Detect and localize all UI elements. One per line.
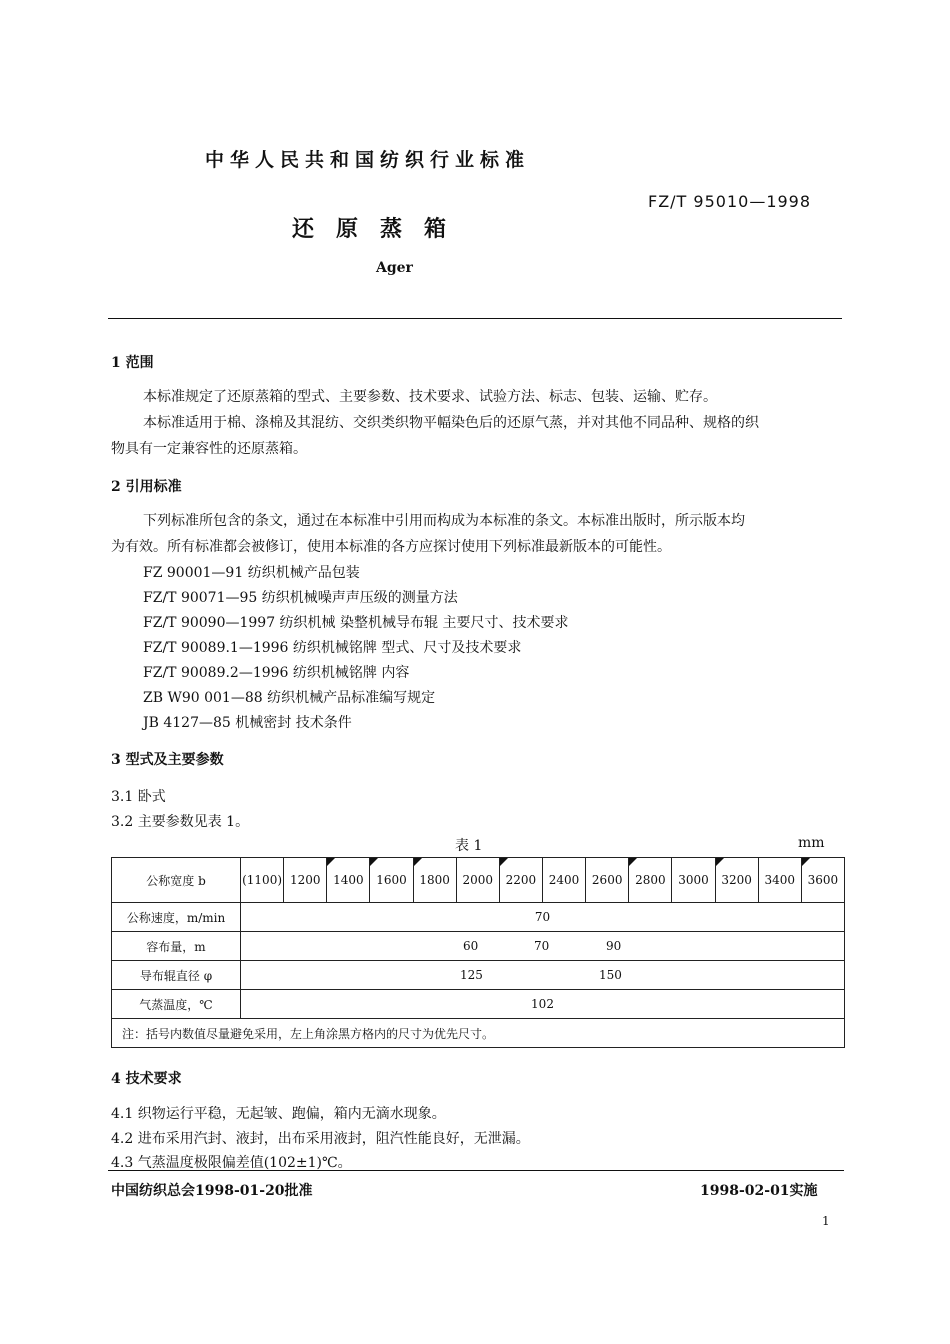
temperature-value: 102 xyxy=(241,990,845,1019)
speed-value: 70 xyxy=(241,903,845,932)
capacity-value: 90 xyxy=(606,939,622,953)
roller-value: 150 xyxy=(599,968,622,982)
width-cell: (1100) xyxy=(241,858,284,903)
section-1-para-2a: 本标准适用于棉、涤棉及其混纺、交织类织物平幅染色后的还原气蒸，并对其他不同品种、规格的织 xyxy=(143,415,759,431)
table-row xyxy=(112,858,845,903)
width-cell: 1200 xyxy=(284,858,327,903)
capacity-value: 70 xyxy=(534,939,550,953)
table-row xyxy=(112,1019,845,1048)
width-cell: 3400 xyxy=(758,858,801,903)
section-2-heading: 2 引用标准 xyxy=(111,479,182,495)
temperature-label: 气蒸温度，℃ xyxy=(112,990,241,1019)
width-cell: 2000 xyxy=(456,858,499,903)
approval-line: 中国纺织总会1998-01-20批准 xyxy=(111,1183,313,1199)
roller-values-cell xyxy=(241,961,845,990)
width-cell-preferred: 1800 xyxy=(413,858,456,903)
width-cell-preferred: 1600 xyxy=(370,858,413,903)
section-2-para-1b: 为有效。所有标准都会被修订，使用本标准的各方应探讨使用下列标准最新版本的可能性。 xyxy=(111,539,671,555)
width-cell: 3000 xyxy=(672,858,715,903)
width-cell-preferred: 2800 xyxy=(629,858,672,903)
implementation-line: 1998-02-01实施 xyxy=(700,1183,818,1199)
footer-rule xyxy=(108,1170,844,1171)
section-1-para-2b: 物具有一定兼容性的还原蒸箱。 xyxy=(111,441,307,457)
title-rule xyxy=(108,318,842,319)
width-cell-preferred: 3600 xyxy=(801,858,844,903)
roller-value: 125 xyxy=(460,968,483,982)
width-label: 公称宽度 b xyxy=(112,858,241,903)
table-row xyxy=(112,990,845,1019)
section-1-para-1: 本标准规定了还原蒸箱的型式、主要参数、技术要求、试验方法、标志、包装、运输、贮存。 xyxy=(143,389,717,405)
width-cell-preferred: 3200 xyxy=(715,858,758,903)
table-note: 注：括号内数值尽量避免采用，左上角涂黑方格内的尺寸为优先尺寸。 xyxy=(112,1019,845,1048)
reference-item: FZ 90001—91 纺织机械产品包装 xyxy=(143,565,360,581)
capacity-values-cell xyxy=(241,932,845,961)
org-header: 中华人民共和国纺织行业标准 xyxy=(205,149,531,171)
section-2-para-1a: 下列标准所包含的条文，通过在本标准中引用而构成为本标准的条文。本标准出版时，所示版本均 xyxy=(143,513,745,529)
width-cell: 2400 xyxy=(542,858,585,903)
document-title: 还原蒸箱 xyxy=(292,216,469,242)
reference-item: FZ/T 90071—95 纺织机械噪声声压级的测量方法 xyxy=(143,590,458,606)
page-number: 1 xyxy=(822,1214,830,1228)
standard-number: FZ/T 95010—1998 xyxy=(648,192,812,211)
reference-item: FZ/T 90089.2—1996 纺织机械铭牌 内容 xyxy=(143,665,410,681)
section-3-heading: 3 型式及主要参数 xyxy=(111,752,224,768)
speed-label: 公称速度，m/min xyxy=(112,903,241,932)
reference-item: ZB W90 001—88 纺织机械产品标准编写规定 xyxy=(143,690,436,706)
table-row xyxy=(112,932,845,961)
section-4-heading: 4 技术要求 xyxy=(111,1071,182,1087)
parameters-table xyxy=(111,857,845,1048)
requirement-4-2: 4.2 进布采用汽封、液封，出布采用液封，阻汽性能良好，无泄漏。 xyxy=(111,1131,530,1147)
english-title: Ager xyxy=(376,260,413,276)
table-unit: mm xyxy=(798,835,825,851)
requirement-4-3: 4.3 气蒸温度极限偏差值(102±1)℃。 xyxy=(111,1155,352,1171)
section-1-heading: 1 范围 xyxy=(111,355,154,371)
table-row xyxy=(112,961,845,990)
capacity-value: 60 xyxy=(463,939,479,953)
table-row xyxy=(112,903,845,932)
roller-label: 导布辊直径 φ xyxy=(112,961,241,990)
capacity-label: 容布量，m xyxy=(112,932,241,961)
section-3-2: 3.2 主要参数见表 1。 xyxy=(111,814,250,830)
reference-item: JB 4127—85 机械密封 技术条件 xyxy=(143,715,352,731)
reference-item: FZ/T 90089.1—1996 纺织机械铭牌 型式、尺寸及技术要求 xyxy=(143,640,522,656)
section-3-1: 3.1 卧式 xyxy=(111,789,166,805)
reference-item: FZ/T 90090—1997 纺织机械 染整机械导布辊 主要尺寸、技术要求 xyxy=(143,615,569,631)
table-caption: 表 1 xyxy=(455,838,483,854)
width-cell-preferred: 1400 xyxy=(327,858,370,903)
width-cell: 2600 xyxy=(586,858,629,903)
width-cell-preferred: 2200 xyxy=(499,858,542,903)
requirement-4-1: 4.1 织物运行平稳，无起皱、跑偏，箱内无滴水现象。 xyxy=(111,1106,446,1122)
